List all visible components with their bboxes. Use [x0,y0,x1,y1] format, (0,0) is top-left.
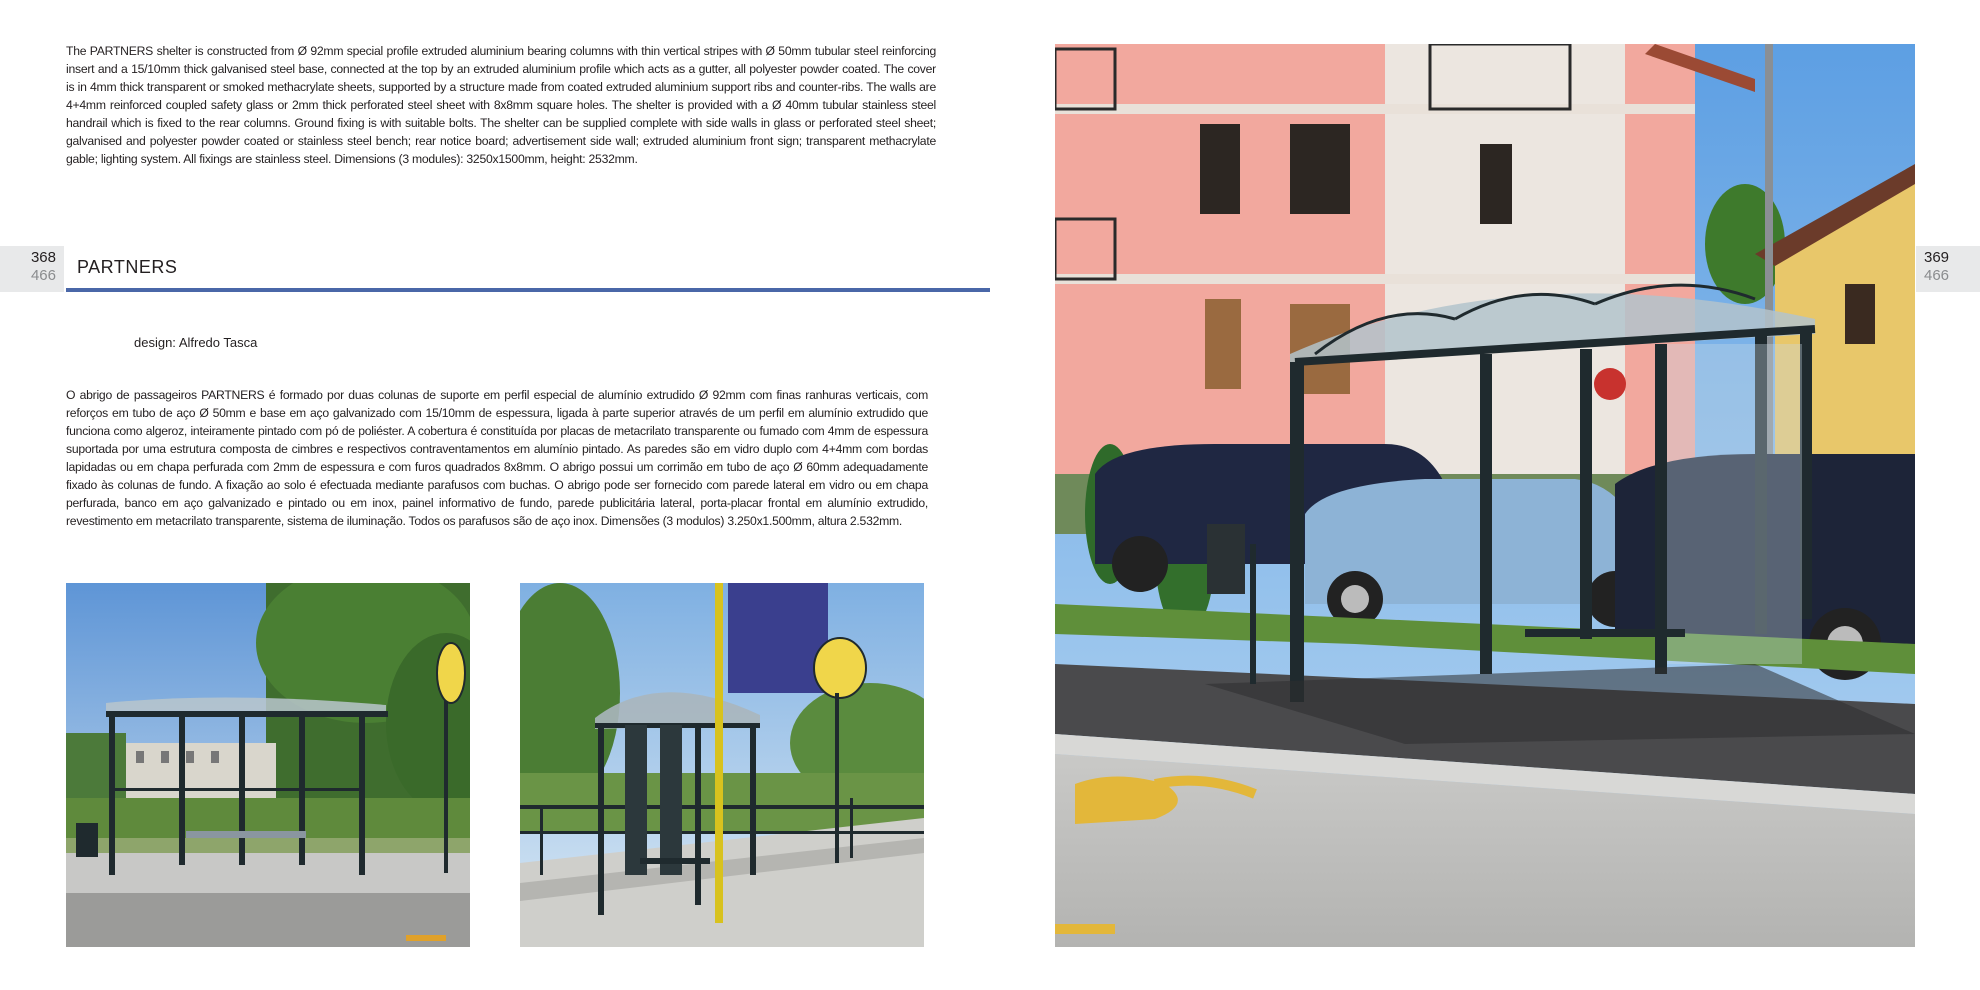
page-number-left: 368 [30,249,56,266]
title-rule [66,288,990,292]
product-title: PARTNERS [77,257,178,277]
page-total-left: 466 [30,267,56,284]
english-description: The PARTNERS shelter is constructed from Ø 92mm special profile extruded aluminium bearing columns with thin vertical stripes with Ø 50mm tubular steel reinforcing insert and a 15/10mm thick galvanised steel base, connected at the top by an extruded aluminium profile which acts as a gutter, all polyester powder coated. The cover is in 4mm thick transparent or smoked methacrylate sheets, supported by a structure made from coated extruded aluminium support ribs and counter-ribs. The walls are 4+4mm reinforced coupled safety glass or 2mm thick perforated steel sheet with 8x8mm square holes. The shelter is provided with a Ø 40mm tubular stainless steel handrail which is fixed to the rear columns. Ground fixing is with suitable bolts. The shelter can be supplied complete with side walls in glass or perforated steel sheet; galvanised and polyester powder coated or stainless steel bench; rear notice board; advertisement side wall; extruded aluminium front sign; transparent methacrylate gable; lighting system. All fixings are stainless steel. Dimensions (3 modules): 3250x1500mm, height: 2532mm. [66,44,936,166]
page-total-right: 466 [1924,267,1950,284]
shelter-side-photo [520,583,924,947]
shelter-front-photo [66,583,470,947]
page-number-right: 369 [1924,249,1950,266]
designer-credit: design: Alfredo Tasca [134,335,258,350]
page-number-tab-right [1916,246,1980,292]
portuguese-description: O abrigo de passageiros PARTNERS é formado por duas colunas de suporte em perfil especial de alumínio extrudido Ø 92mm com finas ranhuras verticais, com reforços em tubo de aço Ø 50mm e base em aço galvanizado com 15/10mm de espessura, ligada à parte superior através de um perfil em alumínio extrudido que funciona como algeroz, inteiramente pintado com pó de poliéster. A cobertura é constituída por placas de metacrilato transparente ou fumado com 4mm de espessura suportada por uma estrutura composta de cimbres e respectivos contraventamentos em alumínio pintado. As paredes são em vidro duplo com 4+4mm com bordas lapidadas ou em chapa perfurada com 2mm de espessura e com furos quadrados 8x8mm. O abrigo possui um corrimão em tubo de aço Ø 60mm adequadamente fixado às colunas de fundo. A fixação ao solo é efectuada mediante parafusos com buchas. O abrigo pode ser fornecido com parede lateral em vidro ou em chapa perfurada, banco em aço galvanizado e pintado ou em inox, painel informativo de fundo, parede publicitária lateral, porta-placar frontal em alumínio extrudido, revestimento em metacrilato transparente, sistema de iluminação. Todos os parafusos são de aço inox. Dimensões (3 modulos) 3.250x1.500mm, altura 2.532mm. [66,388,928,528]
shelter-main-photo [1055,44,1915,947]
page-number-tab-left [0,246,64,292]
